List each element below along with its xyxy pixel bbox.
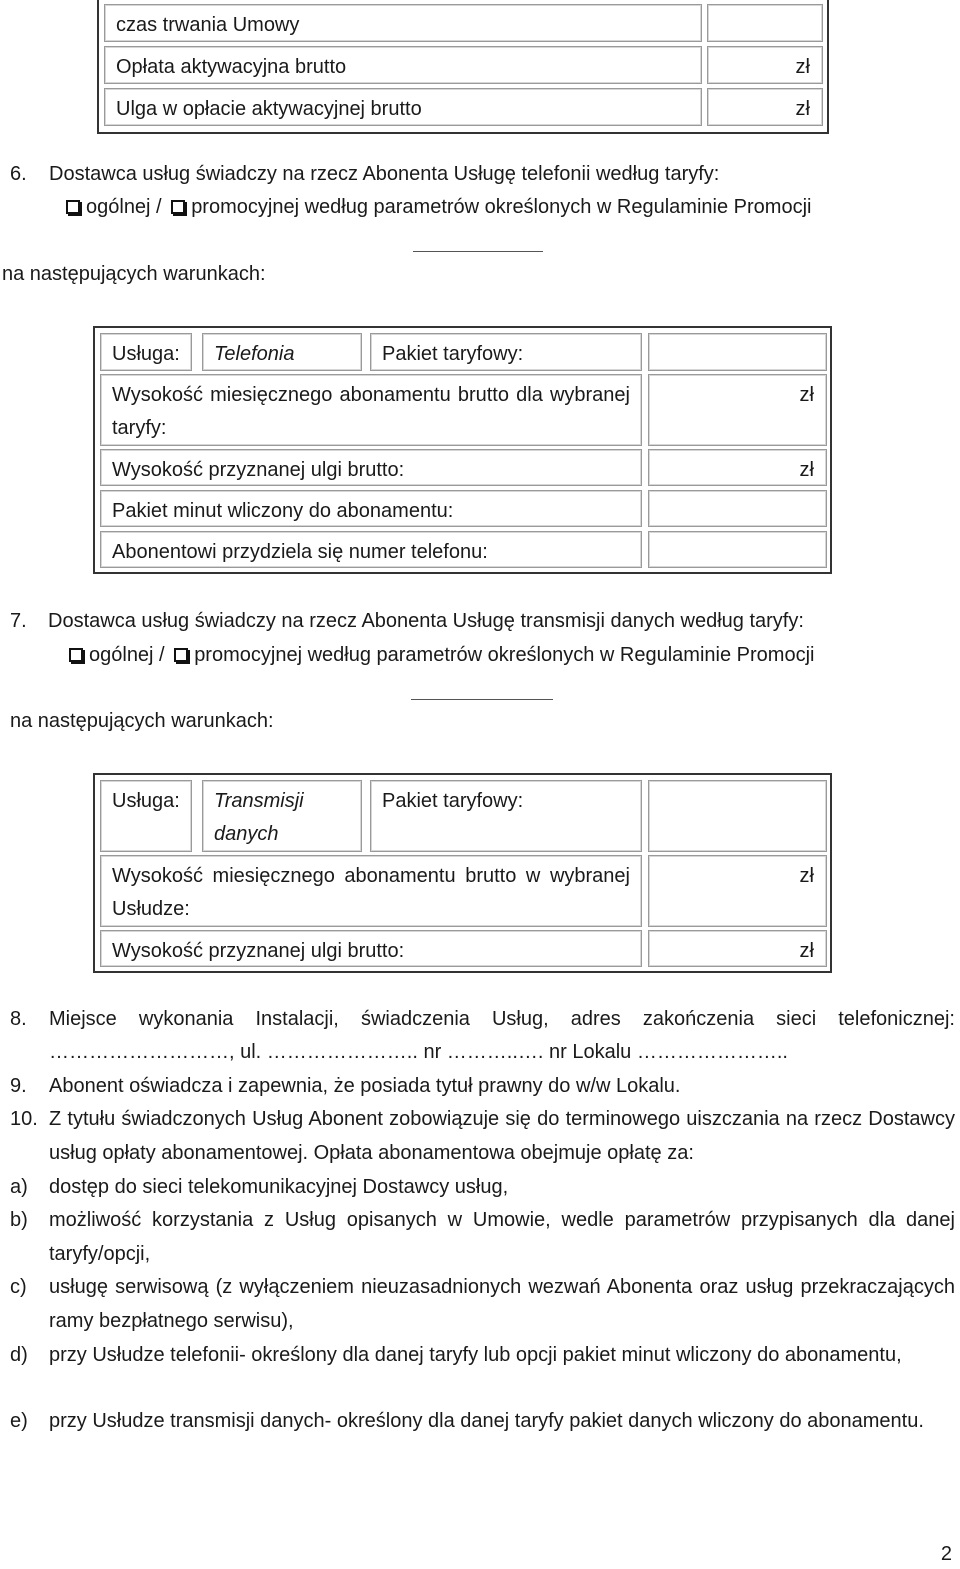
telephony-monthly-fee-label: Wysokość miesięcznego abonamentu brutto dla wybranej taryfy:	[100, 374, 642, 446]
item9-number: 9.	[10, 1075, 27, 1097]
item8-text: Miejsce wykonania Instalacji, świadczenia Usług, adres zakończenia sieci telefonicznej:	[49, 1008, 955, 1030]
letter-d-marker: d)	[10, 1344, 28, 1366]
activation-discount-label: Ulga w opłacie aktywacyjnej brutto	[104, 88, 702, 126]
telephony-package-label: Pakiet taryfowy:	[370, 333, 642, 371]
telephony-table	[93, 326, 832, 574]
telephony-discount-label: Wysokość przyznanej ulgi brutto:	[100, 449, 642, 486]
contract-duration-value	[707, 4, 823, 42]
section6-text: Dostawca usług świadczy na rzecz Abonenta Usługę telefonii według taryfy:	[49, 163, 720, 185]
minutes-package-label: Pakiet minut wliczony do abonamentu:	[100, 490, 642, 527]
section6-number: 6.	[10, 163, 27, 185]
item10-text: Z tytułu świadczonych Usług Abonent zobowiązuje się do terminowego uiszczania na rzecz Dostawcy usług opłaty abonamentowej. Opłata abonamentowa obejmuje opłatę za:	[49, 1108, 955, 1164]
data-promo-name-line	[411, 699, 553, 700]
item8-number: 8.	[10, 1008, 27, 1030]
telephony-service-label: Usługa:	[100, 333, 192, 371]
activation-discount-value: zł	[707, 88, 823, 126]
letter-b-text: możliwość korzystania z Usług opisanych w Umowie, wedle parametrów przypisanych dla danej taryfy/opcji,	[49, 1209, 955, 1265]
item10-number: 10.	[10, 1108, 38, 1130]
data-tariff-general-label: ogólnej /	[89, 644, 165, 666]
data-package-label: Pakiet taryfowy:	[370, 780, 642, 852]
data-discount-value: zł	[648, 930, 827, 967]
activation-fee-label: Opłata aktywacyjna brutto	[104, 46, 702, 84]
tariff-promo-label: promocyjnej według parametrów określonych w Regulaminie Promocji	[191, 196, 812, 218]
section7-number: 7.	[10, 610, 27, 632]
data-package-value	[648, 780, 827, 852]
telephony-monthly-fee-value: zł	[648, 374, 827, 446]
section7-conditions: na następujących warunkach:	[10, 710, 274, 732]
letter-c-marker: c)	[10, 1276, 27, 1298]
letter-b-marker: b)	[10, 1209, 28, 1231]
address-fill-line: ………………………, ul. ………………….. nr ………..…. nr Lokalu …………………..	[49, 1041, 788, 1063]
minutes-package-value	[648, 490, 827, 527]
tariff-general-checkbox[interactable]	[66, 200, 80, 214]
data-service-value: Transmisji danych	[202, 780, 362, 852]
activation-fee-value: zł	[707, 46, 823, 84]
data-monthly-fee-label: Wysokość miesięcznego abonamentu brutto w wybranej Usłudze:	[100, 855, 642, 927]
letter-d-text: przy Usłudze telefonii- określony dla danej taryfy lub opcji pakiet minut wliczony do abonamentu,	[49, 1344, 902, 1366]
data-tariff-promo-label: promocyjnej według parametrów określonych w Regulaminie Promocji	[194, 644, 815, 666]
contract-duration-label: czas trwania Umowy	[104, 4, 702, 42]
letter-e-text: przy Usłudze transmisji danych- określony dla danej taryfy pakiet danych wliczony do abonamentu.	[49, 1410, 924, 1432]
data-tariff-promo-checkbox[interactable]	[174, 648, 188, 662]
data-service-label: Usługa:	[100, 780, 192, 852]
phone-number-label: Abonentowi przydziela się numer telefonu:	[100, 531, 642, 568]
section7-text: Dostawca usług świadczy na rzecz Abonenta Usługę transmisji danych według taryfy:	[48, 610, 804, 632]
section6-options	[66, 191, 811, 224]
letter-e-marker: e)	[10, 1410, 28, 1432]
telephony-package-value	[648, 333, 827, 371]
tariff-general-label: ogólnej /	[86, 196, 162, 218]
data-monthly-fee-value: zł	[648, 855, 827, 927]
page-number: 2	[940, 1543, 952, 1565]
telephony-discount-value: zł	[648, 449, 827, 486]
phone-number-value	[648, 531, 827, 568]
promo-name-line	[413, 251, 543, 252]
item9-text: Abonent oświadcza i zapewnia, że posiada tytuł prawny do w/w Lokalu.	[49, 1075, 681, 1097]
section7-options	[69, 639, 814, 672]
data-discount-label: Wysokość przyznanej ulgi brutto:	[100, 930, 642, 967]
letter-c-text: usługę serwisową (z wyłączeniem nieuzasadnionych wezwań Abonenta oraz usług przekraczających ramy bezpłatnego serwisu),	[49, 1276, 955, 1332]
letter-a-marker: a)	[10, 1176, 28, 1198]
tariff-promo-checkbox[interactable]	[171, 200, 185, 214]
telephony-service-value: Telefonia	[202, 333, 362, 371]
section6-conditions: na następujących warunkach:	[2, 263, 266, 285]
data-tariff-general-checkbox[interactable]	[69, 648, 83, 662]
data-transmission-table	[93, 773, 832, 973]
activation-fee-table	[97, 0, 829, 134]
letter-a-text: dostęp do sieci telekomunikacyjnej Dostawcy usług,	[49, 1176, 509, 1198]
